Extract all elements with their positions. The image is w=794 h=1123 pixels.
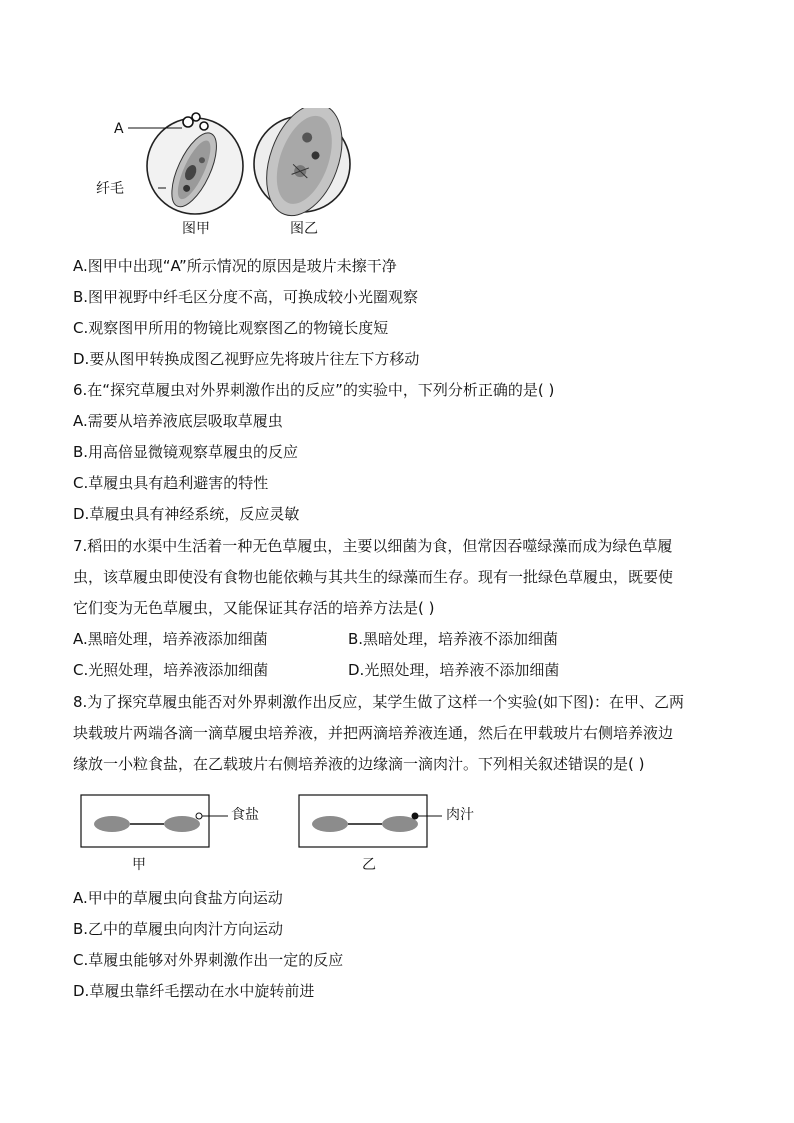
q5-option-d: D.要从图甲转换成图乙视野应先将玻片往左下方移动 [73,350,420,368]
q7-option-d: D.光照处理，培养液不添加细菌 [348,661,560,679]
caption-slide-yi: 乙 [362,857,376,873]
q5-option-c: C.观察图甲所用的物镜比观察图乙的物镜长度短 [73,319,389,337]
q7-option-a: A.黑暗处理，培养液添加细菌 [73,630,268,648]
microscope-figure [96,108,370,238]
q8-stem-line-3: 缘放一小粒食盐，在乙载玻片右侧培养液的边缘滴一滴肉汁。下列相关叙述错误的是( ) [73,755,645,773]
caption-figure-yi: 图乙 [290,221,318,237]
q8-option-d: D.草履虫靠纤毛摆动在水中旋转前进 [73,982,315,1000]
q7-option-b: B.黑暗处理，培养液不添加细菌 [348,630,559,648]
q6-option-d: D.草履虫具有神经系统，反应灵敏 [73,505,300,523]
q7-option-c: C.光照处理，培养液添加细菌 [73,661,269,679]
label-a: A [114,121,124,137]
label-broth: 肉汁 [446,807,474,823]
q6-option-a: A.需要从培养液底层吸取草履虫 [73,412,283,430]
q8-option-b: B.乙中的草履虫向肉汁方向运动 [73,920,284,938]
q8-option-c: C.草履虫能够对外界刺激作出一定的反应 [73,951,344,969]
slides-figure [80,794,500,874]
caption-figure-jia: 图甲 [182,221,210,237]
q8-stem-line-1: 8.为了探究草履虫能否对外界刺激作出反应，某学生做了这样一个实验(如下图)：在甲、乙两 [73,693,685,711]
q6-stem: 6.在“探究草履虫对外界刺激作出的反应”的实验中，下列分析正确的是( ) [73,381,555,399]
label-salt: 食盐 [231,807,259,823]
label-cilia: 纤毛 [96,181,124,197]
microscope-views-illustration [100,108,370,218]
slides-illustration [80,794,500,850]
q6-option-b: B.用高倍显微镜观察草履虫的反应 [73,443,299,461]
q7-stem-line-1: 7.稻田的水渠中生活着一种无色草履虫，主要以细菌为食，但常因吞噬绿藻而成为绿色草履 [73,537,673,555]
q7-stem-line-3: 它们变为无色草履虫，又能保证其存活的培养方法是( ) [73,599,435,617]
caption-slide-jia: 甲 [132,857,146,873]
q5-option-b: B.图甲视野中纤毛区分度不高，可换成较小光圈观察 [73,288,419,306]
q6-option-c: C.草履虫具有趋利避害的特性 [73,474,269,492]
q7-stem-line-2: 虫，该草履虫即使没有食物也能依赖与其共生的绿藻而生存。现有一批绿色草履虫，既要使 [73,568,674,586]
q5-option-a: A.图甲中出现“A”所示情况的原因是玻片未擦干净 [73,257,397,275]
q8-stem-line-2: 块载玻片两端各滴一滴草履虫培养液，并把两滴培养液连通，然后在甲载玻片右侧培养液边 [73,724,674,742]
q8-option-a: A.甲中的草履虫向食盐方向运动 [73,889,283,907]
